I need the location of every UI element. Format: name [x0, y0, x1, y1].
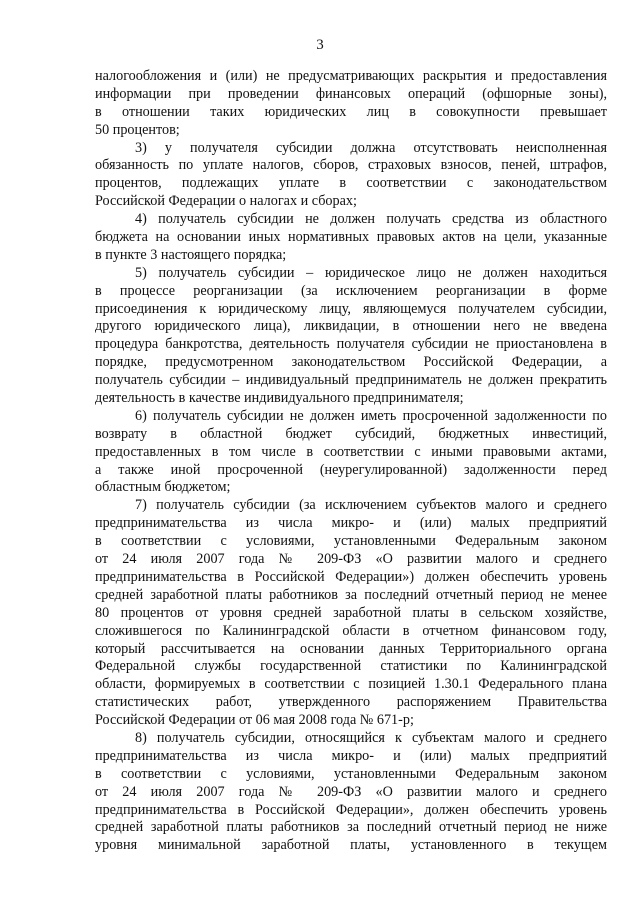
text-line: сложившегося по Калининградской области в отчетном финансовом году, — [95, 622, 607, 639]
text-line: процентов, подлежащих уплате в соответствии с законодательством — [95, 175, 607, 192]
text-line: 80 процентов от уровня средней заработной платы в сельском хозяйстве, — [95, 604, 607, 621]
text-line: 7) получатель субсидии (за исключением субъектов малого и среднего — [135, 497, 607, 514]
text-line: 3) у получателя субсидии должна отсутствовать неисполненная — [135, 139, 607, 156]
text-line: а также иной просроченной (неурегулированной) задолженности перед — [95, 461, 607, 478]
text-line: в соответствии с условиями, установленными Федеральным законом — [95, 533, 607, 550]
text-line: возврату в областной бюджет субсидий, бюджетных инвестиций, — [95, 425, 607, 442]
text-line: получатель субсидии – индивидуальный предприниматель не должен прекратить — [95, 372, 607, 389]
text-line: Российской Федерации о налогах и сборах; — [95, 193, 357, 210]
text-line: от 24 июля 2007 года № 209-ФЗ «О развитии малого и среднего — [95, 783, 607, 800]
document-body — [95, 68, 607, 855]
text-line: в отношении таких юридических лиц в совокупности превышает — [95, 103, 607, 120]
text-line: предоставленных в том числе в соответствии с иными правовыми актами, — [95, 443, 607, 460]
text-line: области, формируемых в соответствии с позицией 1.30.1 Федерального плана — [95, 676, 607, 693]
text-line: деятельность в качестве индивидуального предпринимателя; — [95, 390, 464, 407]
text-line: 6) получатель субсидии не должен иметь просроченной задолженности по — [135, 407, 607, 424]
text-line: предпринимательства из числа микро- и (или) малых предприятий — [95, 515, 607, 532]
text-line: в процессе реорганизации (за исключением реорганизации в форме — [95, 282, 607, 299]
text-line: предпринимательства из числа микро- и (или) малых предприятий — [95, 747, 607, 764]
text-line: порядке, предусмотренном законодательством Российской Федерации, а — [95, 354, 607, 371]
text-line: другого юридического лица), ликвидации, в отношении него не введена — [95, 318, 607, 335]
text-line: средней заработной платы работников за последний отчетный период не менее — [95, 586, 607, 603]
text-line: 5) получатель субсидии – юридическое лицо не должен находиться — [135, 264, 607, 281]
text-line: в пункте 3 настоящего порядка; — [95, 246, 287, 263]
text-line: который рассчитывается на основании данных Территориального органа — [95, 640, 607, 657]
text-line: Российской Федерации от 06 мая 2008 года № 671-р; — [95, 712, 414, 729]
text-line: налогообложения и (или) не предусматривающих раскрытия и предоставления — [95, 68, 607, 84]
text-line: предпринимательства в Российской Федерации», должен обеспечить уровень — [95, 801, 607, 818]
text-line: средней заработной платы работников за последний отчетный период не ниже — [95, 819, 607, 836]
page-number: 3 — [316, 37, 324, 53]
text-line: областным бюджетом; — [95, 479, 231, 496]
text-line: в соответствии с условиями, установленными Федеральным законом — [95, 765, 607, 782]
text-line: 4) получатель субсидии не должен получать средства из областного — [135, 211, 607, 228]
text-line: предпринимательства в Российской Федерации») должен обеспечить уровень — [95, 568, 607, 585]
text-line: присоединения к юридическому лицу, являющемуся получателем субсидии, — [95, 300, 607, 317]
text-line: процедура банкротства, деятельность получателя субсидии не приостановлена в — [95, 336, 607, 353]
text-line: статистических работ, утвержденного распоряжением Правительства — [95, 694, 607, 711]
text-line: бюджета на основании иных нормативных правовых актов на цели, указанные — [95, 229, 607, 246]
text-line: 8) получатель субсидии, относящийся к субъектам малого и среднего — [135, 729, 607, 746]
text-line: информации при проведении финансовых операций (офшорные зоны), — [95, 85, 607, 102]
text-line: обязанность по уплате налогов, сборов, страховых взносов, пеней, штрафов, — [95, 157, 607, 174]
text-line: Федеральной службы государственной статистики по Калининградской — [95, 658, 607, 675]
text-line: уровня минимальной заработной платы, установленного в текущем — [95, 837, 607, 854]
text-line: 50 процентов; — [95, 121, 180, 138]
text-line: от 24 июля 2007 года № 209-ФЗ «О развитии малого и среднего — [95, 551, 607, 568]
